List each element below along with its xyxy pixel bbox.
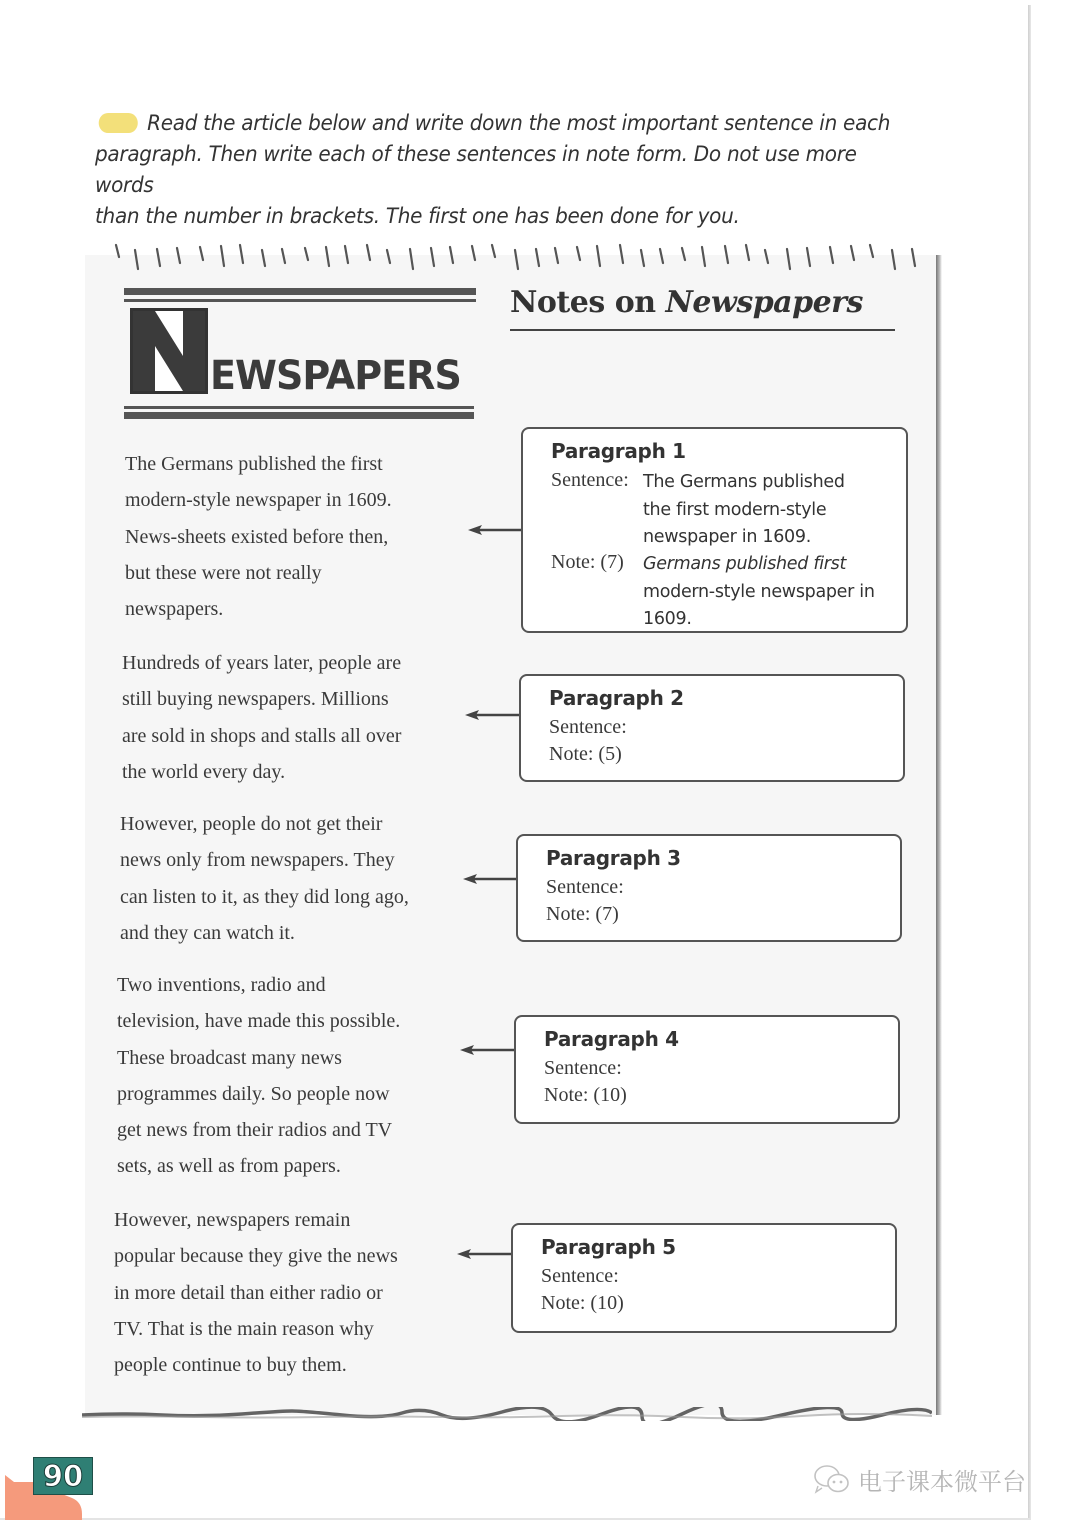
masthead-rule-top-thick [124, 288, 476, 295]
hatch-stroke [830, 247, 833, 263]
answer-line: modern-style newspaper in [643, 581, 875, 602]
text-line: people continue to buy them. [114, 1354, 347, 1377]
text-line: the world every day. [122, 760, 286, 783]
arrow-left-icon [460, 1044, 516, 1056]
hatch-stroke [305, 248, 308, 260]
text-line: These broadcast many news [117, 1046, 342, 1069]
hatch-stroke [641, 250, 644, 266]
hatch-stroke [787, 249, 790, 269]
note-box-paragraph-1 [521, 427, 908, 633]
masthead-rule-bottom-thin [124, 406, 474, 409]
hatch-stroke [492, 245, 495, 257]
hatch-stroke [200, 247, 203, 260]
sentence-answer [643, 469, 903, 552]
text-line: However, newspapers remain [114, 1209, 351, 1231]
hatch-stroke [620, 245, 623, 263]
page-number: 90 [33, 1457, 93, 1495]
page-edge [1028, 5, 1031, 1520]
article-paragraph-3 [120, 806, 460, 951]
text-line: news only from newspapers. They [120, 849, 395, 872]
instruction-line: than the number in brackets. The first one has been done for you. [95, 204, 740, 229]
hatch-stroke [345, 246, 348, 263]
text-line: popular because they give the news [114, 1245, 398, 1268]
highlight-marker-icon [99, 113, 138, 133]
hatch-stroke [536, 249, 539, 266]
text-line: are sold in shops and stalls all over [122, 724, 402, 747]
sentence-label: Sentence: [544, 1057, 622, 1079]
hatch-stroke [116, 245, 119, 257]
text-line: still buying newspapers. Millions [122, 688, 389, 711]
text-line: Two inventions, radio and [117, 974, 326, 996]
text-line: TV. That is the main reason why [114, 1317, 374, 1340]
hatch-stroke [472, 246, 475, 260]
note-box-paragraph-3 [516, 834, 902, 942]
answer-line: newspaper in 1609. [643, 527, 811, 547]
hatch-stroke [577, 247, 580, 260]
note-label: Note: (10) [541, 1292, 624, 1314]
hatch-stroke [387, 250, 390, 263]
text-line: newspapers. [125, 598, 224, 621]
hatch-stroke [326, 247, 329, 266]
hatch-stroke [746, 245, 749, 260]
arrow-left-icon [463, 873, 519, 885]
hatch-stroke [410, 249, 413, 269]
instruction-line: paragraph. Then write each of these sentences in note form. Do not use more words [95, 142, 857, 198]
text-line: television, have made this possible. [117, 1010, 401, 1033]
note-box-paragraph-5 [511, 1223, 897, 1333]
sentence-label: Sentence: [541, 1265, 619, 1287]
text-line: can listen to it, as they did long ago, [120, 885, 409, 908]
hatch-stroke [515, 250, 518, 269]
hatch-stroke [555, 248, 558, 263]
note-heading: Paragraph 4 [544, 1027, 679, 1051]
hatch-stroke [682, 248, 685, 260]
notes-title-emphasis: Newspapers [665, 285, 863, 320]
article-paragraph-5 [114, 1202, 454, 1383]
text-line: and they can watch it. [120, 921, 295, 944]
notes-title-underline [510, 329, 895, 331]
sentence-label: Sentence: [546, 876, 624, 898]
hatch-stroke [367, 245, 370, 260]
masthead-rule-bottom-thick [124, 412, 474, 419]
instruction [95, 108, 904, 232]
page-bottom-edge [0, 1518, 1030, 1520]
note-heading: Paragraph 5 [541, 1235, 676, 1259]
hatch-stroke [240, 245, 243, 263]
masthead-initial [130, 308, 208, 394]
article-paragraph-4 [117, 967, 457, 1185]
notes-title-prefix: Notes on [510, 285, 656, 320]
torn-bottom-edge [82, 1407, 932, 1421]
article-paragraph-2 [122, 645, 462, 790]
hatch-stroke [157, 249, 160, 266]
note-heading: Paragraph 2 [549, 686, 684, 710]
note-label: Note: (7) [546, 903, 619, 925]
masthead-title: EWSPAPERS [210, 353, 461, 399]
hatch-stroke [765, 250, 768, 263]
watermark-text: 电子课本微平台 [858, 1467, 1026, 1496]
note-label: Note: (7) [551, 551, 624, 573]
note-box-paragraph-4 [514, 1015, 900, 1124]
watermark [812, 1459, 1026, 1499]
answer-line: the first modern-style [643, 499, 827, 520]
hatch-stroke [135, 250, 138, 269]
hatch-stroke [660, 249, 663, 263]
wechat-icon [812, 1462, 852, 1496]
text-line: but these were not really [125, 561, 322, 584]
hatch-stroke [725, 246, 728, 263]
text-line: sets, as well as from papers. [117, 1155, 341, 1178]
hatch-stroke [807, 248, 810, 266]
hatch-stroke [851, 246, 854, 260]
text-line: Hundreds of years later, people are [122, 652, 402, 674]
hatch-stroke [282, 249, 285, 263]
instruction-line: Read the article below and write down the most important sentence in each [147, 111, 891, 136]
hatch-stroke [702, 247, 705, 266]
arrow-left-icon [465, 709, 521, 721]
hatch-stroke [892, 250, 895, 269]
hatch-stroke [262, 250, 265, 266]
note-answer [643, 551, 903, 634]
masthead-rule-top-thin [124, 299, 476, 302]
sentence-label: Sentence: [549, 716, 627, 738]
note-box-paragraph-2 [519, 674, 905, 782]
text-line: programmes daily. So people now [117, 1082, 390, 1105]
hatch-stroke [912, 249, 915, 266]
text-line: The Germans published the first [125, 453, 383, 475]
panel-shadow [936, 255, 942, 1415]
note-label: Note: (10) [544, 1084, 627, 1106]
letter-n-icon [133, 311, 205, 391]
note-heading: Paragraph 3 [546, 846, 681, 870]
arrow-left-icon [468, 524, 524, 536]
hatch-stroke [221, 246, 224, 266]
answer-line: 1609. [643, 609, 692, 629]
article-paragraph-1 [125, 446, 465, 627]
notes-title [510, 285, 863, 320]
note-heading: Paragraph 1 [551, 439, 686, 463]
note-label: Note: (5) [549, 743, 622, 765]
answer-line: The Germans published [643, 472, 845, 492]
text-line: modern-style newspaper in 1609. [125, 489, 392, 512]
text-line: However, people do not get their [120, 813, 383, 835]
text-line: News-sheets existed before then, [125, 525, 389, 548]
hatch-stroke [450, 247, 453, 263]
hatch-stroke [870, 245, 873, 257]
hatch-stroke [597, 246, 600, 266]
answer-line: Germans published first [643, 554, 847, 574]
hatch-stroke [177, 248, 180, 263]
arrow-left-icon [457, 1248, 513, 1260]
text-line: in more detail than either radio or [114, 1281, 383, 1304]
text-line: get news from their radios and TV [117, 1119, 393, 1142]
sentence-label: Sentence: [551, 469, 629, 491]
torn-top-hatching [110, 235, 940, 275]
hatch-stroke [431, 248, 434, 266]
